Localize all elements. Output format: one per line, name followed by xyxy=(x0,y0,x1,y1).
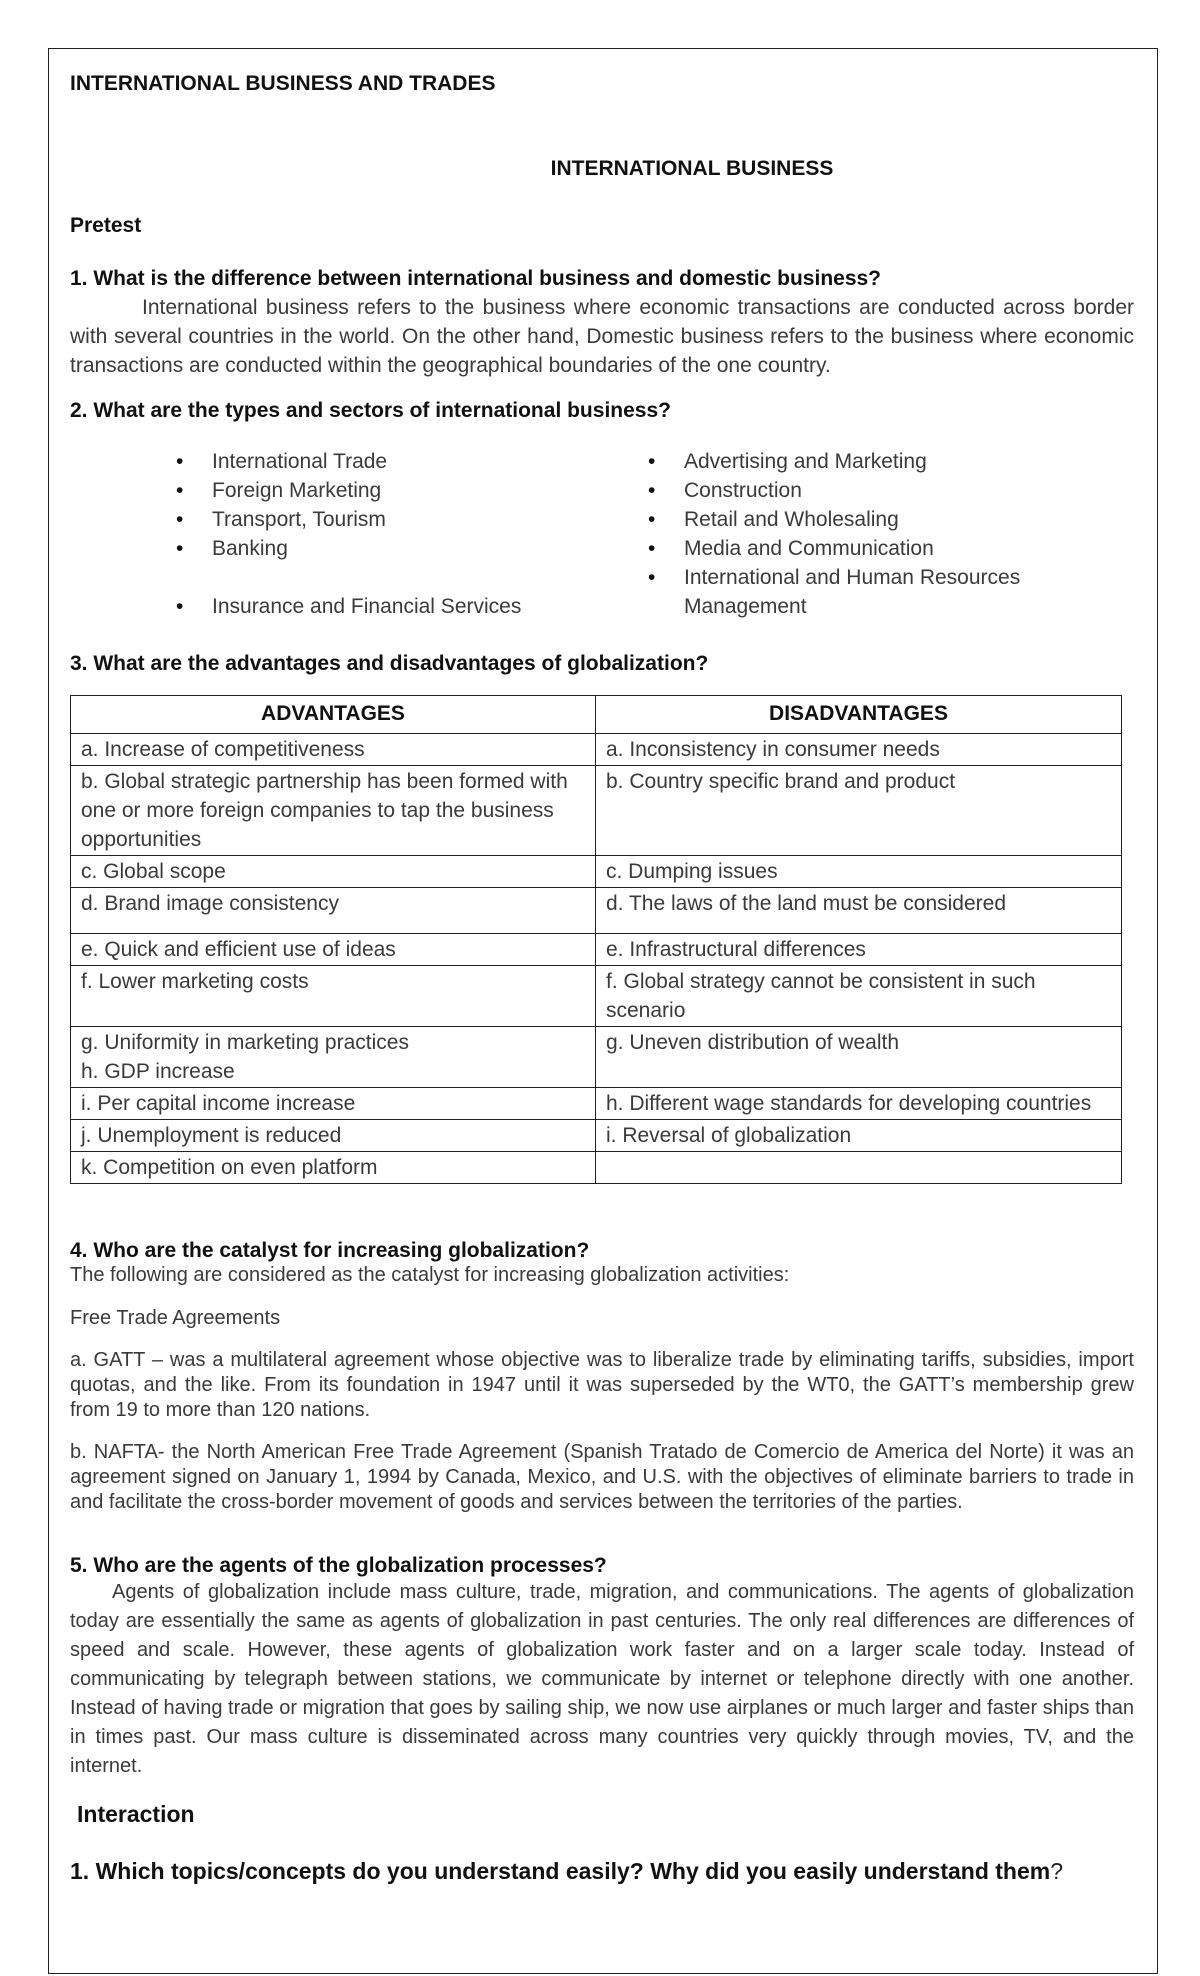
table-row xyxy=(71,856,1122,888)
table-cell: i. Reversal of globalization xyxy=(596,1120,1122,1152)
pretest-label: Pretest xyxy=(70,214,142,237)
advantages-header: ADVANTAGES xyxy=(71,696,596,734)
table-row xyxy=(71,1027,1122,1088)
table-cell: g. Uneven distribution of wealth xyxy=(596,1027,1122,1088)
table-cell: c. Dumping issues xyxy=(596,856,1122,888)
interaction-question-text: 1. Which topics/concepts do you understand easily? Why did you easily understand them xyxy=(70,1858,1051,1884)
table-cell: k. Competition on even platform xyxy=(71,1152,596,1184)
table-cell: d. Brand image consistency xyxy=(71,888,596,934)
list-item: • Transport, Tourism xyxy=(176,505,576,534)
table-cell: f. Lower marketing costs xyxy=(71,966,596,1027)
sector-list-right xyxy=(648,447,1068,621)
interaction-heading: Interaction xyxy=(77,1801,195,1827)
table-row xyxy=(71,1088,1122,1120)
table-row xyxy=(71,766,1122,856)
section-title: INTERNATIONAL BUSINESS xyxy=(550,157,834,180)
globalization-table xyxy=(70,695,1122,1184)
gatt-paragraph: a. GATT – was a multilateral agreement whose objective was to liberalize trade by eliminating tariffs, subsidies, import quotas, and the like. From its foundation in 1947 until it was superseded by the WT0, the GATT’s membership grew from 19 to more than 120 nations. xyxy=(70,1349,1134,1421)
table-cell: a. Inconsistency in consumer needs xyxy=(596,734,1122,766)
list-item: • Advertising and Marketing xyxy=(648,447,1068,476)
list-item: • Foreign Marketing xyxy=(176,476,576,505)
table-row xyxy=(71,1152,1122,1184)
table-cell: i. Per capital income increase xyxy=(71,1088,596,1120)
table-cell: c. Global scope xyxy=(71,856,596,888)
free-trade-heading: Free Trade Agreements xyxy=(70,1307,281,1329)
table-row xyxy=(71,1120,1122,1152)
table-cell: j. Unemployment is reduced xyxy=(71,1120,596,1152)
table-row xyxy=(71,888,1122,934)
disadvantages-header: DISADVANTAGES xyxy=(596,696,1122,734)
question-4: 4. Who are the catalyst for increasing globalization? xyxy=(70,1239,590,1262)
list-item: • Banking xyxy=(176,534,576,563)
table-row xyxy=(71,966,1122,1027)
question-2: 2. What are the types and sectors of international business? xyxy=(70,399,671,422)
sector-list-left xyxy=(176,447,576,621)
question-3: 3. What are the advantages and disadvantages of globalization? xyxy=(70,652,709,675)
table-cell: d. The laws of the land must be considered xyxy=(596,888,1122,934)
table-row xyxy=(71,934,1122,966)
table-cell: g. Uniformity in marketing practices h. GDP increase xyxy=(71,1027,596,1088)
table-cell: b. Global strategic partnership has been formed with one or more foreign companies to tap the business opportunities xyxy=(71,766,596,856)
list-item: • Insurance and Financial Services xyxy=(176,592,576,621)
list-item: • Retail and Wholesaling xyxy=(648,505,1068,534)
question-2-block xyxy=(70,396,1134,637)
interaction-question xyxy=(70,1858,1134,1885)
answer-1: International business refers to the business where economic transactions are conducted across border with several countries in the world. On the other hand, Domestic business refers to the business where economic transactions are conducted within the geographical boundaries of the one country. xyxy=(70,296,1134,377)
table-row xyxy=(71,734,1122,766)
table-cell: e. Quick and efficient use of ideas xyxy=(71,934,596,966)
table-header-row xyxy=(71,696,1122,734)
nafta-paragraph: b. NAFTA- the North American Free Trade Agreement (Spanish Tratado de Comercio de America del Norte) it was an agreement signed on January 1, 1994 by Canada, Mexico, and U.S. with the objectives of eliminate barriers to trade in and facilitate the cross-border movement of goods and services between the territories of the parties. xyxy=(70,1441,1134,1513)
question-4-intro: The following are considered as the catalyst for increasing globalization activities: xyxy=(70,1264,790,1286)
question-5-block xyxy=(70,1553,1134,1781)
list-item: • International and Human Resources Management xyxy=(648,563,1064,621)
question-5: 5. Who are the agents of the globalization processes? xyxy=(70,1554,607,1577)
answer-5: Agents of globalization include mass culture, trade, migration, and communications. The agents of globalization today are essentially the same as agents of globalization in past centuries. The only real differences are differences of speed and scale. However, these agents of globalization work faster and on a larger scale today. Instead of communicating by telegraph between stations, we communicate by internet or telephone directly with one another. Instead of having trade or migration that goes by sailing ship, we now use airplanes or much larger and faster ships than in times past. Our mass culture is disseminated across many countries very quickly through movies, TV, and the internet. xyxy=(70,1581,1134,1777)
table-cell: a. Increase of competitiveness xyxy=(71,734,596,766)
document-title: INTERNATIONAL BUSINESS AND TRADES xyxy=(70,72,496,95)
list-item: • Media and Communication xyxy=(648,534,1068,563)
question-1-block xyxy=(70,264,1134,380)
question-3-block xyxy=(70,649,1134,1184)
table-cell: h. Different wage standards for developing countries xyxy=(596,1088,1122,1120)
list-item: • International Trade xyxy=(176,447,576,476)
question-4-block xyxy=(70,1238,1134,1515)
table-cell: b. Country specific brand and product xyxy=(596,766,1122,856)
question-1: 1. What is the difference between international business and domestic business? xyxy=(70,267,882,290)
interaction-question-mark: ? xyxy=(1050,1858,1064,1884)
table-cell: e. Infrastructural differences xyxy=(596,934,1122,966)
table-cell xyxy=(596,1152,1122,1184)
table-cell: f. Global strategy cannot be consistent in such scenario xyxy=(596,966,1122,1027)
list-item: • Construction xyxy=(648,476,1068,505)
